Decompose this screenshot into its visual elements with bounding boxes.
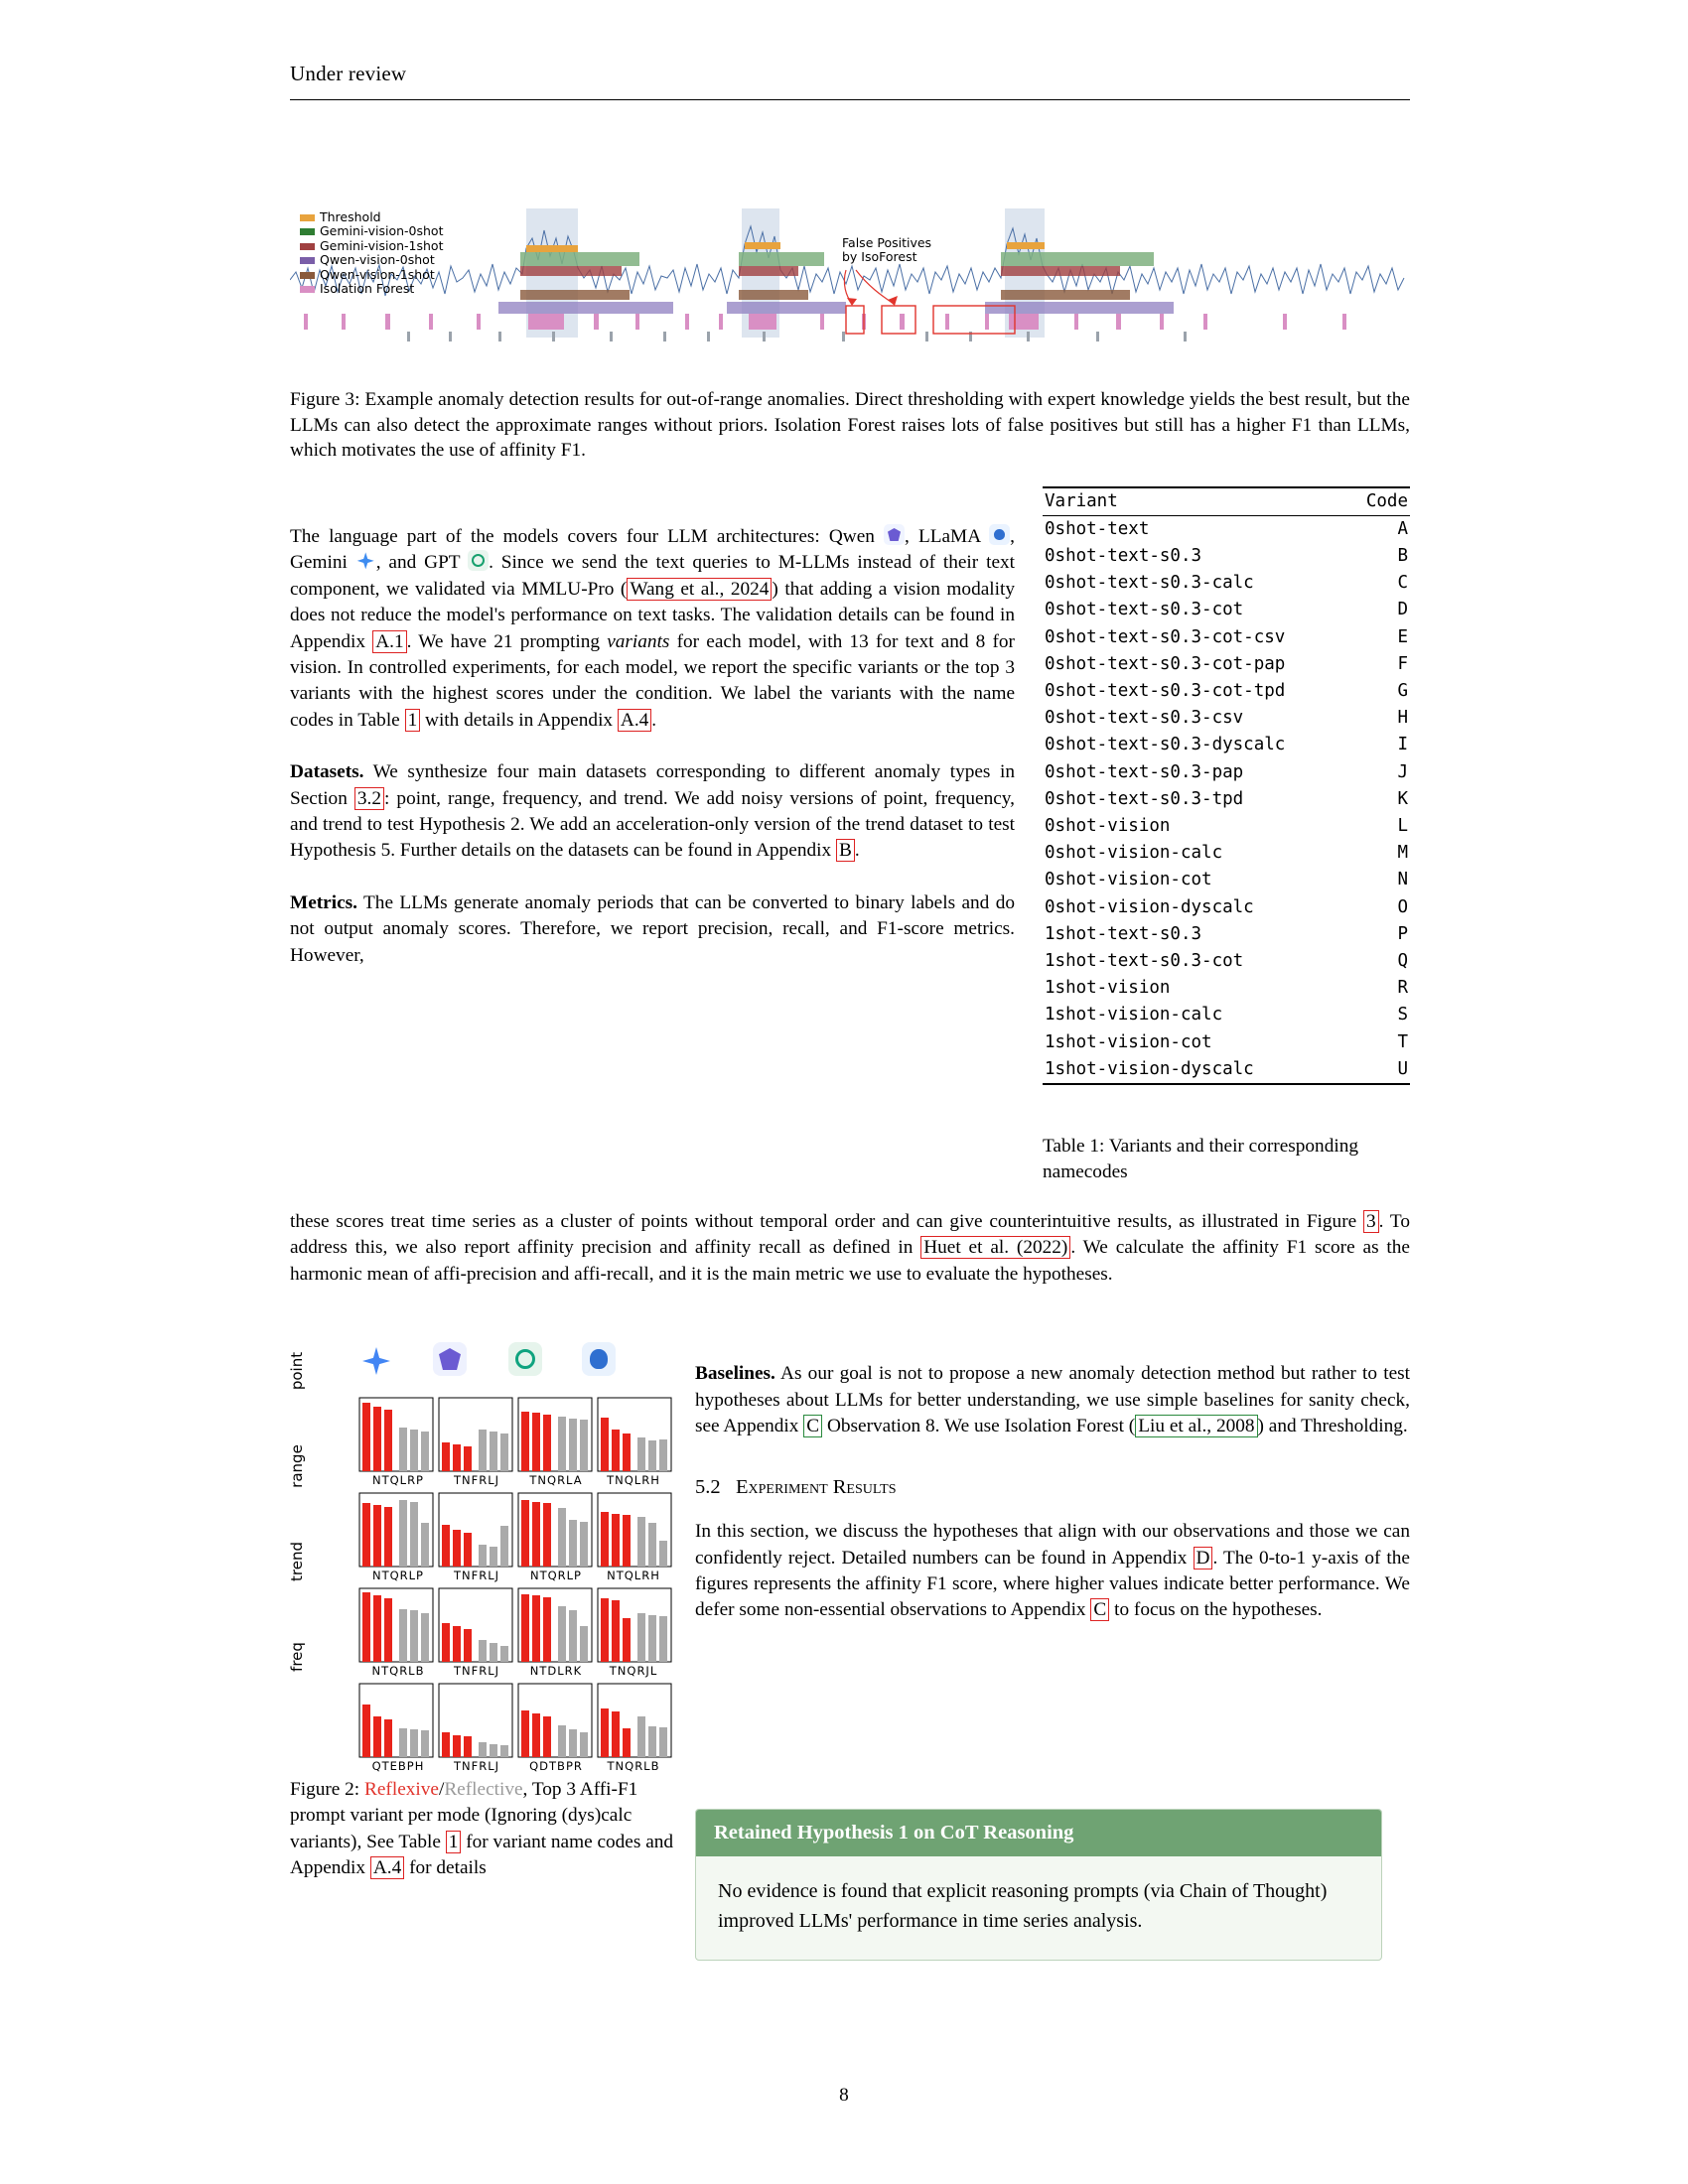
figure-2-panels [290, 1390, 679, 1787]
cell-code: C [1397, 573, 1408, 594]
table-row [1043, 813, 1410, 840]
text-p2b: : point, range, frequency, and trend. We add noisy versions of point, frequency, and trend to test Hypothesis 2. We add an acceleration-only version of the trend dataset to test Hypothesis 5. Further details on the datasets can be found in Appendix [290, 787, 1016, 862]
table-1 [1043, 486, 1410, 1085]
figure-2-ticks: NTQLRP [371, 1473, 424, 1487]
figure-3-caption [290, 387, 1410, 464]
datasets-heading: Datasets. [290, 761, 364, 783]
table-row [1043, 894, 1410, 921]
table-row [1043, 624, 1410, 651]
legend-item-gemini-0shot [300, 224, 443, 238]
metrics-heading: Metrics. [290, 891, 357, 913]
table-1-caption [1043, 1134, 1410, 1186]
cell-variant: 1shot-text-s0.3 [1045, 923, 1202, 944]
citation-huet[interactable]: Huet et al. (2022) [920, 1236, 1070, 1259]
legend-item-gemini-1shot [300, 239, 443, 253]
text-p1d: , and GPT [375, 552, 469, 574]
figure-2-caption [290, 1777, 679, 1882]
figure-2-caption-reflexive: Reflexive [364, 1779, 439, 1800]
gemini-icon [355, 550, 376, 571]
figure-2-ticks: NTDLRK [529, 1664, 583, 1678]
text-p5c: to focus on the hypotheses. [1109, 1599, 1323, 1621]
table-row [1043, 1002, 1410, 1028]
legend-item-isolation-forest [300, 282, 443, 296]
legend-item-qwen-0shot [300, 253, 443, 267]
qwen-icon [433, 1342, 467, 1376]
ref-table-1[interactable]: 1 [446, 1831, 462, 1853]
text-p5b: . The 0-to-1 y-axis of the figures represents the affinity F1 score, where higher values indicate better performance. We defer some non-essential observations to Appendix [695, 1547, 1410, 1621]
table-row [1043, 678, 1410, 705]
citation-liu[interactable]: Liu et al., 2008 [1135, 1415, 1257, 1437]
figure-3-caption-text: Example anomaly detection results for out-of-range anomalies. Direct thresholding with expert knowledge yields the best result, but the LLMs can also detect the approximate ranges without priors. Isolation Forest raises lots of false positives but still has a higher F1 than LLMs, which motivates the use of affinity F1. [290, 389, 1410, 462]
table-1-header-row [1043, 488, 1410, 515]
paragraph-metrics-top [290, 890, 1015, 969]
ref-section-32[interactable]: 3.2 [354, 787, 384, 810]
figure-2-caption-text-c: for details [404, 1857, 487, 1879]
text-p5a: In this section, we discuss the hypotheses that align with our observations and those we can confidently reject. Detailed numbers can be found in Appendix [695, 1521, 1410, 1569]
cell-code: U [1397, 1058, 1408, 1079]
cell-code: S [1397, 1005, 1408, 1025]
table-row [1043, 1056, 1410, 1083]
table-row [1043, 516, 1410, 543]
cell-code: T [1397, 1031, 1408, 1052]
cell-code: E [1397, 626, 1408, 647]
baselines-heading: Baselines. [695, 1363, 775, 1385]
cell-variant: 1shot-vision [1045, 978, 1171, 999]
figure-2-ticks: TNFRLJ [453, 1759, 500, 1773]
cell-code: A [1397, 518, 1408, 539]
table-row [1043, 759, 1410, 786]
text-p1j: . [651, 709, 657, 731]
table-row [1043, 705, 1410, 732]
cell-code: O [1397, 896, 1408, 917]
legend-swatch-gemini-1shot [300, 243, 315, 250]
table-row [1043, 948, 1410, 975]
hypothesis-body: No evidence is found that explicit reasoning prompts (via Chain of Thought) improved LLMs' performance in time series analysis. [718, 1880, 1328, 1932]
cell-variant: 0shot-vision [1045, 816, 1171, 837]
paragraph-datasets [290, 759, 1015, 865]
figure-2-ticks: TNQRLA [529, 1473, 583, 1487]
table-1-body [1043, 516, 1410, 1083]
right-column-lower [695, 1342, 1410, 1643]
figure-2-ticks: TNQRJL [609, 1664, 658, 1678]
ref-appendix-b[interactable]: B [836, 839, 855, 862]
cell-code: R [1397, 978, 1408, 999]
ref-appendix-d[interactable]: D [1194, 1547, 1213, 1570]
legend-label-gemini-0shot: Gemini-vision-0shot [320, 223, 444, 239]
cell-variant: 0shot-text-s0.3-calc [1045, 573, 1254, 594]
figure-2-row-label-range: range [288, 1444, 306, 1488]
cell-code: M [1397, 843, 1408, 864]
table-row [1043, 597, 1410, 623]
cell-variant: 0shot-text-s0.3-pap [1045, 761, 1244, 782]
text-p3c: . We calculate the affinity F1 score as the harmonic mean of affi-precision and affi-recall, and it is the main metric we use to evaluate the hypotheses. [290, 1237, 1410, 1285]
legend-swatch-qwen-0shot [300, 257, 315, 264]
figure-2-ticks: NTQRLP [371, 1569, 424, 1582]
cell-variant: 0shot-text-s0.3-cot-tpd [1045, 681, 1286, 702]
text-p1i: with details in Appendix [420, 709, 618, 731]
legend-label-threshold: Threshold [320, 209, 381, 224]
cell-variant: 0shot-vision-cot [1045, 870, 1212, 890]
table-1-header-code: Code [1365, 490, 1408, 511]
figure-2-row-label-point: point [288, 1351, 306, 1391]
text-p1e: . Since we send the text queries to M-LLMs instead of their text component, we validated via MMLU-Pro ( [290, 552, 1015, 600]
cell-code: F [1397, 653, 1408, 674]
table-row [1043, 921, 1410, 948]
cell-variant: 0shot-text-s0.3-dyscalc [1045, 735, 1286, 755]
figure-3-annotation: False Positives by IsoForest [842, 235, 932, 264]
text-p1g: . We have 21 prompting [406, 630, 608, 652]
paragraph-experiment-results [695, 1519, 1410, 1624]
ref-table-1[interactable]: 1 [405, 709, 421, 732]
section-number: 5.2 [695, 1475, 721, 1498]
llama-icon [989, 524, 1010, 545]
ref-appendix-c[interactable]: C [803, 1415, 822, 1437]
figure-2-caption-text-a: , Top 3 Affi-F1 prompt variant per mode (Ignoring (dys)calc variants), See Table [290, 1779, 638, 1852]
cell-variant: 0shot-text-s0.3-tpd [1045, 788, 1244, 809]
cell-code: K [1397, 788, 1408, 809]
table-row [1043, 651, 1410, 678]
cell-variant: 1shot-vision-dyscalc [1045, 1058, 1254, 1079]
legend-item-threshold [300, 210, 443, 224]
section-title: Experiment Results [736, 1475, 897, 1498]
figure-2-ticks: NTQRLP [529, 1569, 582, 1582]
figure-2-row-label-freq: freq [288, 1642, 306, 1672]
page-number: 8 [839, 2085, 849, 2106]
ref-appendix-c-2[interactable]: C [1090, 1598, 1109, 1621]
cell-code: L [1397, 816, 1408, 837]
gpt-icon [468, 550, 489, 571]
cell-variant: 0shot-vision-dyscalc [1045, 896, 1254, 917]
figure-2-caption-label: Figure 2: [290, 1779, 360, 1800]
cell-variant: 0shot-vision-calc [1045, 843, 1223, 864]
cell-variant: 1shot-vision-cot [1045, 1031, 1212, 1052]
table-1-header-variant: Variant [1045, 490, 1118, 511]
cell-code: Q [1397, 951, 1408, 972]
legend-swatch-gemini-0shot [300, 228, 315, 235]
text-p2c: . [854, 840, 860, 862]
legend-swatch-isolation-forest [300, 286, 315, 293]
legend-label-isolation-forest: Isolation Forest [320, 281, 415, 297]
cell-code: P [1397, 923, 1408, 944]
text-p4b: Observation 8. We use Isolation Forest ( [822, 1416, 1136, 1437]
cell-variant: 0shot-text-s0.3 [1045, 546, 1202, 566]
ref-appendix-a4[interactable]: A.4 [370, 1856, 404, 1879]
legend-label-qwen-1shot: Qwen-vision-1shot [320, 266, 435, 282]
figure-2-ticks: NTQRLB [371, 1664, 425, 1678]
hypothesis-title: Retained Hypothesis 1 on CoT Reasoning [696, 1810, 1381, 1856]
qwen-icon [884, 524, 905, 545]
text-p4c: ) and Thresholding. [1257, 1416, 1408, 1437]
figure-3-legend [300, 210, 443, 296]
cell-variant: 0shot-text-s0.3-cot [1045, 600, 1244, 620]
figure-2-ticks: TNFRLJ [453, 1473, 500, 1487]
figure-2-ticks: QDTBPR [529, 1759, 583, 1773]
text-p4a: As our goal is not to propose a new anomaly detection method but rather to test hypotheses about LLMs for better understanding, we use simple baselines for sanity check, see Appendix [695, 1363, 1410, 1437]
figure-2-caption-slash: / [438, 1779, 445, 1800]
cell-code: I [1397, 735, 1408, 755]
table-row [1043, 840, 1410, 867]
paragraph-baselines [695, 1361, 1410, 1439]
text-p3a: The LLMs generate anomaly periods that can be converted to binary labels and do not output anomaly scores. Therefore, we report precision, recall, and F1-score metrics. However, [290, 891, 1015, 966]
cell-code: H [1397, 708, 1408, 729]
text-p1f: ) that adding a vision modality does not reduce the model's performance on text tasks. The validation details can be found in Appendix [290, 578, 1015, 652]
figure-2-row-label-trend: trend [288, 1542, 306, 1581]
figure-2-caption-text-b: for variant name codes and Appendix [290, 1831, 674, 1879]
ref-appendix-a4[interactable]: A.4 [618, 709, 651, 732]
gemini-icon [359, 1344, 393, 1378]
figure-2-ticks: TNQRLB [607, 1759, 660, 1773]
legend-swatch-qwen-1shot [300, 272, 315, 279]
cell-code: B [1397, 546, 1408, 566]
table-row [1043, 543, 1410, 570]
table-row [1043, 867, 1410, 893]
figure-2-ticks: TNQLRH [607, 1473, 660, 1487]
gpt-icon [508, 1342, 542, 1376]
citation-wang[interactable]: Wang et al., 2024 [627, 578, 772, 601]
cell-code: J [1397, 761, 1408, 782]
ref-appendix-a1[interactable]: A.1 [372, 630, 406, 653]
cell-variant: 0shot-text-s0.3-cot-csv [1045, 626, 1286, 647]
legend-label-qwen-0shot: Qwen-vision-0shot [320, 252, 435, 268]
table-row [1043, 570, 1410, 597]
text-p3b: . To address this, we also report affinity precision and affinity recall as defined in [290, 1211, 1410, 1259]
text-p1h: for each model, with 13 for text and 8 for vision. In controlled experiments, for each model, we report the specific variants or the top 3 variants with the highest scores under the condition. We label the variants with the name codes in Table [290, 630, 1015, 731]
text-p1a: The language part of the models covers four LLM architectures: Qwen [290, 526, 885, 547]
text-p3full: these scores treat time series as a cluster of points without temporal order and can give counterintuitive results, as illustrated in Figure [290, 1211, 1363, 1232]
table-1-caption-label: Table 1: [1043, 1136, 1105, 1157]
hypothesis-box [695, 1809, 1382, 1961]
header-divider [290, 99, 1410, 100]
cell-variant: 1shot-vision-calc [1045, 1005, 1223, 1025]
figure-2-ticks: QTEBPH [371, 1759, 425, 1773]
legend-label-gemini-1shot: Gemini-vision-1shot [320, 237, 444, 253]
left-column-text [290, 524, 1015, 969]
paragraph-architectures [290, 524, 1015, 734]
table-1-bottomrule [1043, 1083, 1410, 1085]
figure-2-model-icons [359, 1342, 687, 1386]
figure-2-ticks: TNFRLJ [453, 1664, 500, 1678]
text-p2a: We synthesize four main datasets corresponding to different anomaly types in Section [290, 761, 1015, 809]
table-row [1043, 786, 1410, 813]
figure-2-caption-reflective: Reflective [444, 1779, 523, 1800]
paragraph-metrics-continued [290, 1209, 1410, 1288]
cell-variant: 0shot-text-s0.3-csv [1045, 708, 1244, 729]
cell-variant: 1shot-text-s0.3-cot [1045, 951, 1244, 972]
figure-3-plot [290, 208, 1410, 367]
page-header: Under review [290, 62, 407, 85]
figure-3-caption-label: Figure 3: [290, 389, 360, 410]
table-1-caption-text: Variants and their corresponding namecodes [1043, 1136, 1358, 1183]
legend-item-qwen-1shot [300, 268, 443, 282]
legend-swatch-threshold [300, 214, 315, 221]
ref-figure-3[interactable]: 3 [1363, 1210, 1379, 1233]
cell-code: G [1397, 681, 1408, 702]
table-row [1043, 975, 1410, 1002]
section-heading [695, 1474, 1410, 1500]
figure-2-small-multiples [288, 1351, 679, 1792]
table-row [1043, 1029, 1410, 1056]
table-row [1043, 732, 1410, 758]
cell-variant: 0shot-text [1045, 518, 1150, 539]
text-p1c: , Gemini [290, 526, 1015, 574]
figure-3 [290, 208, 1410, 367]
cell-code: N [1397, 870, 1408, 890]
figure-2-ticks: NTQLRH [607, 1569, 660, 1582]
figure-2-ticks: TNFRLJ [453, 1569, 500, 1582]
cell-code: D [1397, 600, 1408, 620]
llama-icon [582, 1342, 616, 1376]
text-variants-italic: variants [607, 630, 670, 652]
cell-variant: 0shot-text-s0.3-cot-pap [1045, 653, 1286, 674]
text-p1b: , LLaMA [905, 526, 990, 547]
